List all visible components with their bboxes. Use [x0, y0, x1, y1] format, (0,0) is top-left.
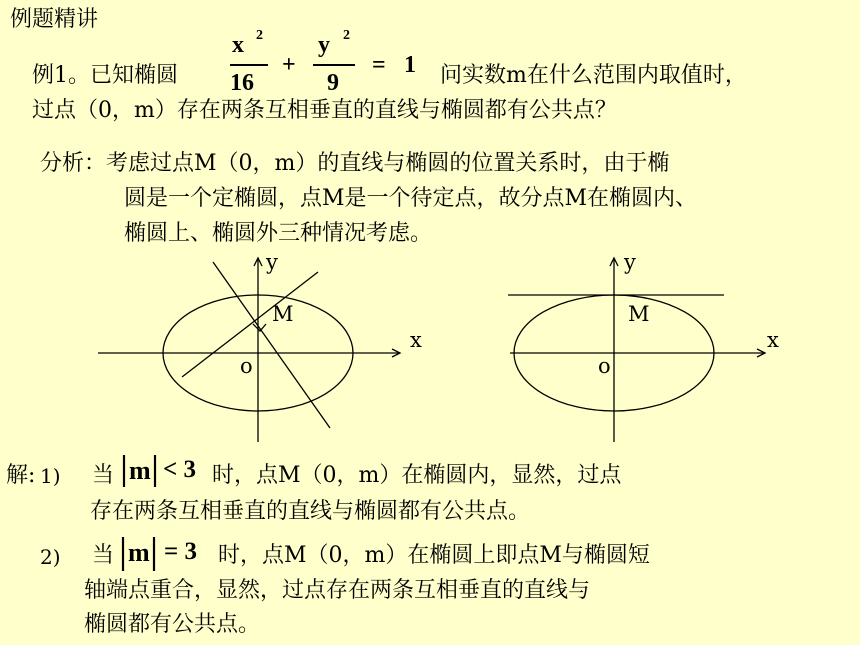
eq-y-denominator: 9 — [327, 70, 339, 96]
right-x-label: x — [767, 328, 779, 352]
eq-y-exponent: 2 — [343, 28, 350, 43]
solution-label: 解: — [6, 463, 36, 488]
case2-number: 2) — [40, 545, 61, 569]
eq-equals: = — [372, 52, 386, 78]
eq-x-denominator: 16 — [230, 70, 254, 96]
eq-plus: + — [282, 52, 296, 78]
case2-line2: 轴端点重合，显然，过点存在两条互相垂直的直线与 — [84, 578, 591, 603]
right-point-m-label: M — [628, 302, 650, 326]
case1-line2: 存在两条互相垂直的直线与椭圆都有公共点。 — [90, 499, 531, 524]
problem-label: 例1。已知椭圆 — [32, 63, 178, 88]
case1-number: 1) — [40, 464, 61, 488]
problem-line2: 过点（0，m）存在两条互相垂直的直线与椭圆都有公共点？ — [32, 98, 617, 123]
eq-x-exponent: 2 — [256, 28, 263, 43]
case1-post: 时，点M（0，m）在椭圆内，显然，过点 — [212, 463, 622, 488]
eq-y-numerator: y — [318, 32, 330, 58]
case2-line3: 椭圆都有公共点。 — [84, 612, 261, 637]
case2-pre: 当 — [92, 543, 115, 568]
analysis-line1: 分析：考虑过点M（0，m）的直线与椭圆的位置关系时，由于椭 — [40, 151, 670, 176]
right-origin-label: o — [598, 354, 611, 378]
analysis-line3: 椭圆上、椭圆外三种情况考虑。 — [124, 221, 433, 246]
left-y-label: y — [266, 250, 278, 274]
figure-right — [508, 258, 765, 442]
case2-math-rel: = 3 — [164, 538, 197, 565]
problem-line1-tail: 问实数m在什么范围内取值时， — [440, 63, 747, 88]
left-origin-label: o — [240, 354, 253, 378]
eq-rhs: 1 — [404, 52, 416, 78]
eq-x-numerator: x — [232, 32, 244, 58]
case1-pre: 当 — [92, 463, 115, 488]
case1-math-m: m — [129, 456, 151, 485]
section-heading: 例题精讲 — [10, 7, 99, 32]
left-line-b — [213, 262, 330, 428]
case2-math-m: m — [128, 538, 150, 567]
analysis-line2: 圆是一个定椭圆，点M是一个待定点，故分点M在椭圆内、 — [124, 186, 698, 211]
right-y-label: y — [624, 250, 636, 274]
figure-left — [98, 258, 400, 442]
case2-post: 时，点M（0，m）在椭圆上即点M与椭圆短 — [218, 543, 650, 568]
left-x-label: x — [410, 328, 422, 352]
left-point-m-label: M — [272, 302, 294, 326]
case1-math-rel: < 3 — [163, 456, 196, 483]
